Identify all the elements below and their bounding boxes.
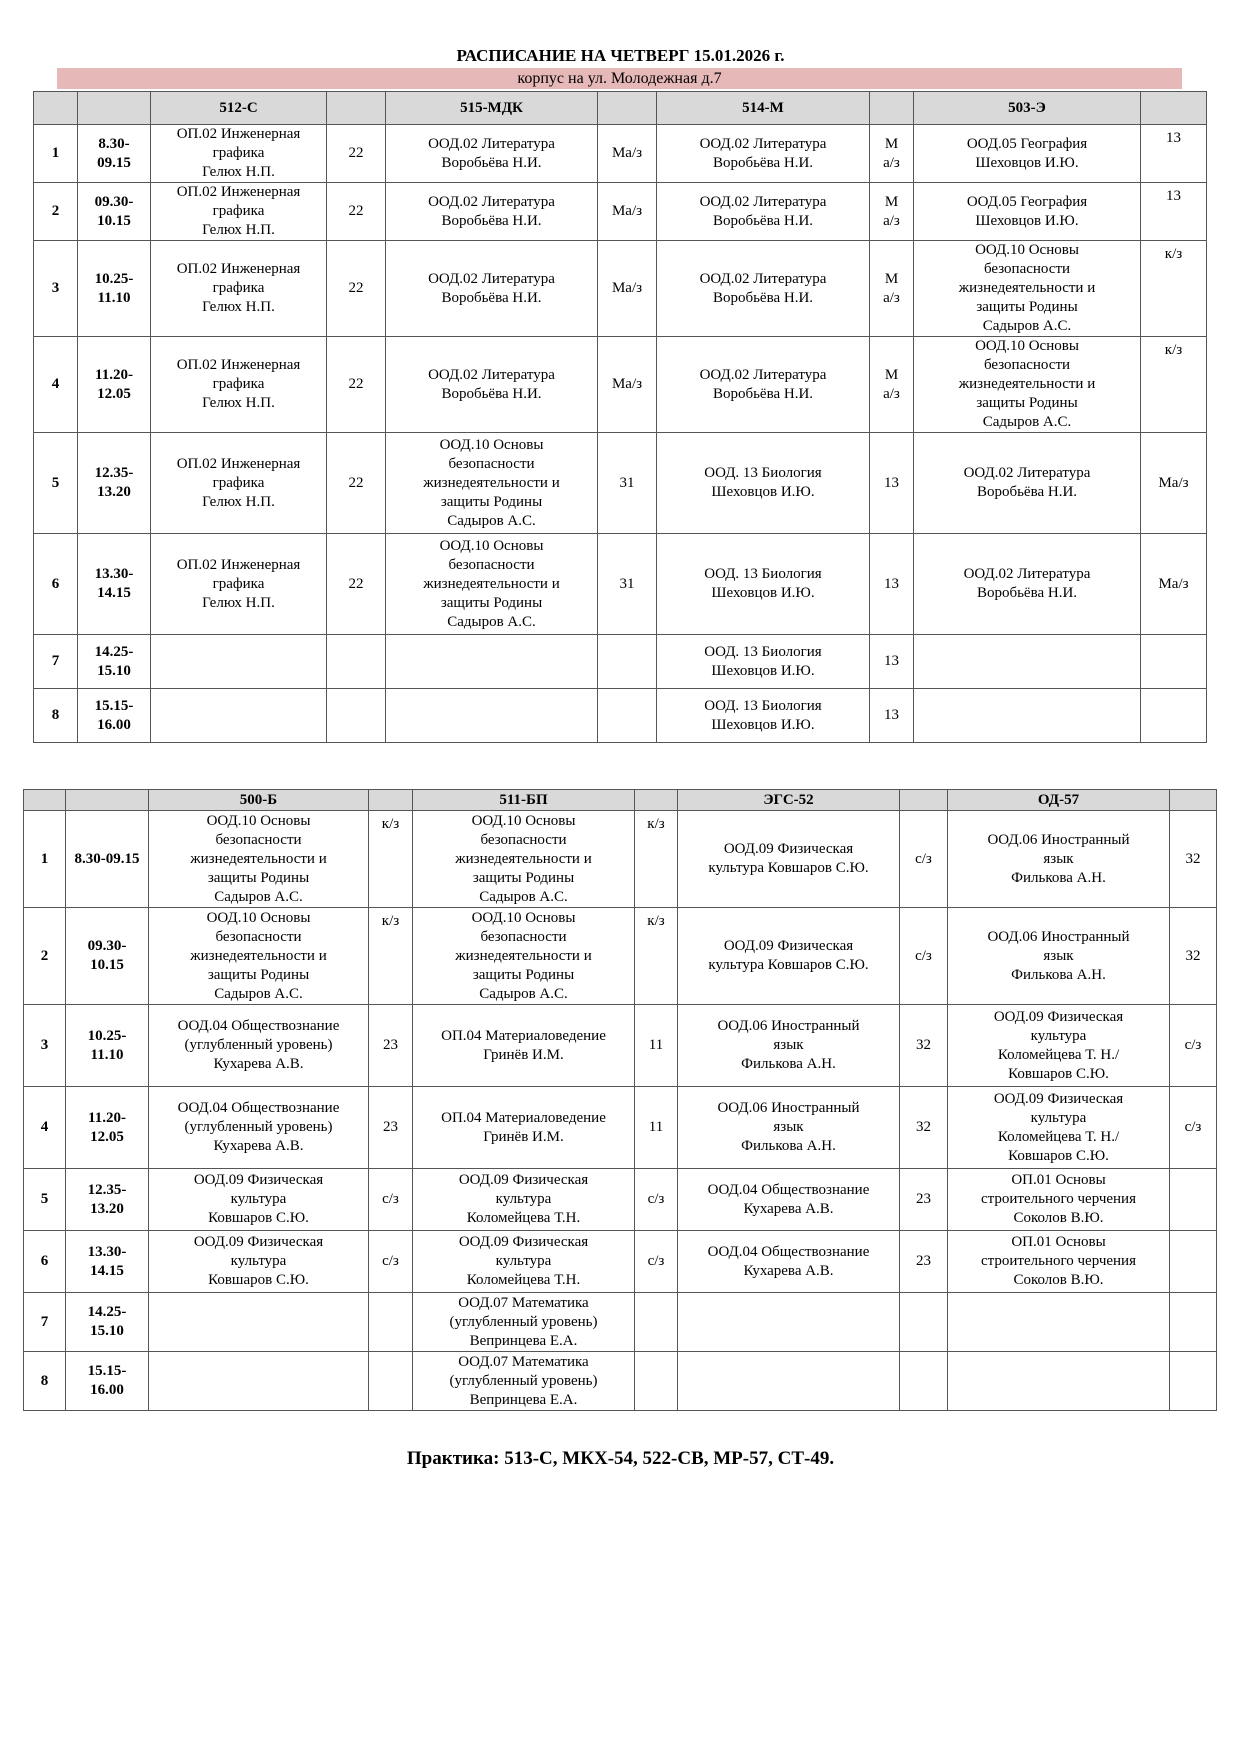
lesson-number: 1 [34, 125, 78, 183]
lesson-room [598, 689, 657, 743]
lesson-subject: ОП.02 Инженерная графика Гелюх Н.П. [151, 241, 327, 337]
campus-subtitle: корпус на ул. Молодежная д.7 [57, 68, 1182, 89]
lesson-subject [149, 1293, 369, 1352]
lesson-time: 15.15- 16.00 [66, 1352, 149, 1411]
lesson-number: 7 [24, 1293, 66, 1352]
lesson-subject: ООД.10 Основы безопасности жизнедеятельности и защиты Родины Садыров А.С. [149, 908, 369, 1005]
lesson-room: 32 [900, 1005, 948, 1087]
table-row [24, 1005, 1217, 1087]
lesson-number: 3 [34, 241, 78, 337]
lesson-room: М а/з [870, 183, 914, 241]
lesson-room: 22 [327, 183, 386, 241]
table-row [24, 908, 1217, 1005]
lesson-subject: ООД. 13 Биология Шеховцов И.Ю. [657, 635, 870, 689]
lesson-number: 7 [34, 635, 78, 689]
lesson-room: 13 [870, 433, 914, 534]
lesson-room: 23 [369, 1005, 413, 1087]
lesson-subject: ООД.04 Обществознание (углубленный уровень) Кухарева А.В. [149, 1087, 369, 1169]
lesson-subject: ООД.04 Обществознание (углубленный уровень) Кухарева А.В. [149, 1005, 369, 1087]
lesson-room: 22 [327, 337, 386, 433]
lesson-subject: ООД.02 Литература Воробьёва Н.И. [386, 337, 598, 433]
lesson-room: 23 [900, 1169, 948, 1231]
lesson-subject [151, 689, 327, 743]
page-title: РАСПИСАНИЕ НА ЧЕТВЕРГ 15.01.2026 г. [456, 46, 785, 65]
lesson-room: Ма/з [598, 337, 657, 433]
lesson-subject: ООД.09 Физическая культура Коломейцева Т.Н. [413, 1231, 635, 1293]
lesson-subject: ООД. 13 Биология Шеховцов И.Ю. [657, 689, 870, 743]
lesson-subject: ООД.10 Основы безопасности жизнедеятельности и защиты Родины Садыров А.С. [386, 534, 598, 635]
lesson-room: с/з [369, 1231, 413, 1293]
lesson-time: 13.30- 14.15 [78, 534, 151, 635]
lesson-subject [914, 635, 1141, 689]
lesson-room [369, 1352, 413, 1411]
lesson-room: с/з [1170, 1005, 1217, 1087]
lesson-room: 13 [870, 635, 914, 689]
lesson-room [1141, 635, 1207, 689]
lesson-room [635, 1293, 678, 1352]
lesson-number: 5 [24, 1169, 66, 1231]
lesson-subject: ООД. 13 Биология Шеховцов И.Ю. [657, 534, 870, 635]
lesson-subject: ОП.04 Материаловедение Гринёв И.М. [413, 1005, 635, 1087]
lesson-number: 2 [34, 183, 78, 241]
lesson-room: М а/з [870, 241, 914, 337]
lesson-number: 8 [34, 689, 78, 743]
lesson-subject: ОП.02 Инженерная графика Гелюх Н.П. [151, 433, 327, 534]
lesson-number: 6 [34, 534, 78, 635]
lesson-number: 1 [24, 811, 66, 908]
lesson-subject [914, 689, 1141, 743]
lesson-subject: ООД.10 Основы безопасности жизнедеятельности и защиты Родины Садыров А.С. [386, 433, 598, 534]
lesson-subject: ООД.02 Литература Воробьёва Н.И. [657, 337, 870, 433]
lesson-subject: ООД.06 Иностранный язык Филькова А.Н. [678, 1087, 900, 1169]
lesson-room: 32 [900, 1087, 948, 1169]
group-header: 511-БП [413, 790, 635, 811]
group-header: ОД-57 [948, 790, 1170, 811]
lesson-room: к/з [1141, 337, 1207, 433]
lesson-room: с/з [1170, 1087, 1217, 1169]
lesson-subject: ООД.06 Иностранный язык Филькова А.Н. [948, 811, 1170, 908]
lesson-time: 13.30- 14.15 [66, 1231, 149, 1293]
lesson-room: 23 [369, 1087, 413, 1169]
lesson-room: 31 [598, 534, 657, 635]
lesson-room [1141, 689, 1207, 743]
lesson-number: 3 [24, 1005, 66, 1087]
lesson-time: 11.20- 12.05 [78, 337, 151, 433]
lesson-room [900, 1352, 948, 1411]
lesson-subject: ООД.09 Физическая культура Коломейцева Т. Н./ Ковшаров С.Ю. [948, 1005, 1170, 1087]
lesson-subject: ООД.05 География Шеховцов И.Ю. [914, 125, 1141, 183]
lesson-time: 11.20- 12.05 [66, 1087, 149, 1169]
lesson-room: 22 [327, 433, 386, 534]
lesson-room: Ма/з [598, 183, 657, 241]
table-row [24, 1231, 1217, 1293]
lesson-room: с/з [635, 1169, 678, 1231]
lesson-room: 13 [1141, 125, 1207, 183]
lesson-subject: ОП.02 Инженерная графика Гелюх Н.П. [151, 534, 327, 635]
table-row [34, 635, 1207, 689]
lesson-room: к/з [369, 908, 413, 1005]
lesson-subject: ООД.02 Литература Воробьёва Н.И. [386, 241, 598, 337]
lesson-subject: ОП.01 Основы строительного черчения Соколов В.Ю. [948, 1169, 1170, 1231]
group-header: 514-М [657, 92, 870, 125]
schedule-table-2 [23, 789, 1217, 1411]
table-row [34, 183, 1207, 241]
lesson-room [327, 689, 386, 743]
lesson-subject: ОП.04 Материаловедение Гринёв И.М. [413, 1087, 635, 1169]
lesson-room: 32 [1170, 811, 1217, 908]
lesson-time: 12.35- 13.20 [78, 433, 151, 534]
table-row [34, 534, 1207, 635]
lesson-subject: ООД.10 Основы безопасности жизнедеятельности и защиты Родины Садыров А.С. [149, 811, 369, 908]
lesson-subject: ОП.02 Инженерная графика Гелюх Н.П. [151, 183, 327, 241]
lesson-subject: ООД. 13 Биология Шеховцов И.Ю. [657, 433, 870, 534]
lesson-subject: ООД.02 Литература Воробьёва Н.И. [386, 183, 598, 241]
lesson-subject: ООД.02 Литература Воробьёва Н.И. [914, 534, 1141, 635]
schedule-table-1 [33, 91, 1207, 743]
lesson-room [327, 635, 386, 689]
table-row [34, 241, 1207, 337]
lesson-room: к/з [369, 811, 413, 908]
lesson-subject [386, 635, 598, 689]
lesson-subject: ООД.02 Литература Воробьёва Н.И. [657, 183, 870, 241]
lesson-room: к/з [1141, 241, 1207, 337]
lesson-room: Ма/з [598, 125, 657, 183]
lesson-number: 4 [34, 337, 78, 433]
lesson-room: к/з [635, 908, 678, 1005]
lesson-subject: ООД.04 Обществознание Кухарева А.В. [678, 1169, 900, 1231]
table-row [24, 811, 1217, 908]
lesson-room: М а/з [870, 337, 914, 433]
table-row [24, 1293, 1217, 1352]
table-row [34, 433, 1207, 534]
lesson-subject: ООД.02 Литература Воробьёва Н.И. [657, 125, 870, 183]
lesson-time: 09.30- 10.15 [78, 183, 151, 241]
group-header: 512-С [151, 92, 327, 125]
lesson-room: 22 [327, 125, 386, 183]
lesson-number: 5 [34, 433, 78, 534]
lesson-room: с/з [900, 908, 948, 1005]
table-row [24, 1169, 1217, 1231]
lesson-number: 6 [24, 1231, 66, 1293]
group-header: 500-Б [149, 790, 369, 811]
table-row [24, 1352, 1217, 1411]
practice-note: Практика: 513-С, МКХ-54, 522-СВ, МР-57, СТ-49. [406, 1448, 835, 1469]
lesson-subject: ООД.05 География Шеховцов И.Ю. [914, 183, 1141, 241]
lesson-room [1170, 1169, 1217, 1231]
lesson-room [1170, 1293, 1217, 1352]
lesson-subject: ООД.06 Иностранный язык Филькова А.Н. [948, 908, 1170, 1005]
lesson-time: 8.30- 09.15 [78, 125, 151, 183]
lesson-subject: ООД.07 Математика (углубленный уровень) Вепринцева Е.А. [413, 1352, 635, 1411]
lesson-subject: ООД.10 Основы безопасности жизнедеятельности и защиты Родины Садыров А.С. [413, 811, 635, 908]
lesson-room: с/з [369, 1169, 413, 1231]
lesson-subject [149, 1352, 369, 1411]
table-header-row [24, 790, 1217, 811]
lesson-subject: ОП.02 Инженерная графика Гелюх Н.П. [151, 125, 327, 183]
lesson-room [598, 635, 657, 689]
lesson-room: 13 [870, 689, 914, 743]
lesson-room: 13 [1141, 183, 1207, 241]
lesson-room: 22 [327, 534, 386, 635]
lesson-subject: ООД.02 Литература Воробьёва Н.И. [914, 433, 1141, 534]
group-header: 515-МДК [386, 92, 598, 125]
lesson-number: 8 [24, 1352, 66, 1411]
lesson-subject [678, 1293, 900, 1352]
lesson-subject: ООД.02 Литература Воробьёва Н.И. [386, 125, 598, 183]
lesson-subject: ООД.09 Физическая культура Ковшаров С.Ю. [149, 1169, 369, 1231]
lesson-room: 11 [635, 1005, 678, 1087]
lesson-room: Ма/з [598, 241, 657, 337]
lesson-time: 09.30- 10.15 [66, 908, 149, 1005]
lesson-subject: ООД.02 Литература Воробьёва Н.И. [657, 241, 870, 337]
table-row [34, 337, 1207, 433]
table-row [34, 125, 1207, 183]
lesson-subject: ООД.09 Физическая культура Ковшаров С.Ю. [149, 1231, 369, 1293]
lesson-room: 22 [327, 241, 386, 337]
lesson-subject: ООД.07 Математика (углубленный уровень) Вепринцева Е.А. [413, 1293, 635, 1352]
lesson-room: 13 [870, 534, 914, 635]
lesson-subject [678, 1352, 900, 1411]
lesson-time: 10.25- 11.10 [78, 241, 151, 337]
table-header-row [34, 92, 1207, 125]
lesson-room: 32 [1170, 908, 1217, 1005]
lesson-room: к/з [635, 811, 678, 908]
lesson-room: с/з [900, 811, 948, 908]
lesson-subject: ООД.10 Основы безопасности жизнедеятельности и защиты Родины Садыров А.С. [914, 337, 1141, 433]
lesson-room [635, 1352, 678, 1411]
lesson-subject: ООД.09 Физическая культура Ковшаров С.Ю. [678, 811, 900, 908]
lesson-subject: ООД.09 Физическая культура Коломейцева Т. Н./ Ковшаров С.Ю. [948, 1087, 1170, 1169]
lesson-number: 4 [24, 1087, 66, 1169]
lesson-subject: ОП.01 Основы строительного черчения Соколов В.Ю. [948, 1231, 1170, 1293]
lesson-subject [948, 1293, 1170, 1352]
lesson-time: 14.25- 15.10 [66, 1293, 149, 1352]
group-header: 503-Э [914, 92, 1141, 125]
lesson-room: 23 [900, 1231, 948, 1293]
lesson-subject [151, 635, 327, 689]
lesson-room: Ма/з [1141, 534, 1207, 635]
lesson-subject: ООД.06 Иностранный язык Филькова А.Н. [678, 1005, 900, 1087]
group-header: ЭГС-52 [678, 790, 900, 811]
lesson-time: 14.25- 15.10 [78, 635, 151, 689]
lesson-subject: ООД.09 Физическая культура Ковшаров С.Ю. [678, 908, 900, 1005]
lesson-room: с/з [635, 1231, 678, 1293]
lesson-subject: ООД.09 Физическая культура Коломейцева Т.Н. [413, 1169, 635, 1231]
lesson-room: 31 [598, 433, 657, 534]
lesson-subject: ООД.04 Обществознание Кухарева А.В. [678, 1231, 900, 1293]
lesson-subject: ОП.02 Инженерная графика Гелюх Н.П. [151, 337, 327, 433]
lesson-room: 11 [635, 1087, 678, 1169]
lesson-room [900, 1293, 948, 1352]
lesson-subject: ООД.10 Основы безопасности жизнедеятельности и защиты Родины Садыров А.С. [914, 241, 1141, 337]
lesson-time: 15.15- 16.00 [78, 689, 151, 743]
lesson-room: Ма/з [1141, 433, 1207, 534]
table-row [24, 1087, 1217, 1169]
lesson-room [1170, 1231, 1217, 1293]
lesson-room [1170, 1352, 1217, 1411]
lesson-room: М а/з [870, 125, 914, 183]
lesson-time: 10.25- 11.10 [66, 1005, 149, 1087]
lesson-subject [948, 1352, 1170, 1411]
lesson-subject: ООД.10 Основы безопасности жизнедеятельности и защиты Родины Садыров А.С. [413, 908, 635, 1005]
lesson-time: 12.35- 13.20 [66, 1169, 149, 1231]
lesson-room [369, 1293, 413, 1352]
lesson-subject [386, 689, 598, 743]
table-row [34, 689, 1207, 743]
lesson-time: 8.30-09.15 [66, 811, 149, 908]
lesson-number: 2 [24, 908, 66, 1005]
